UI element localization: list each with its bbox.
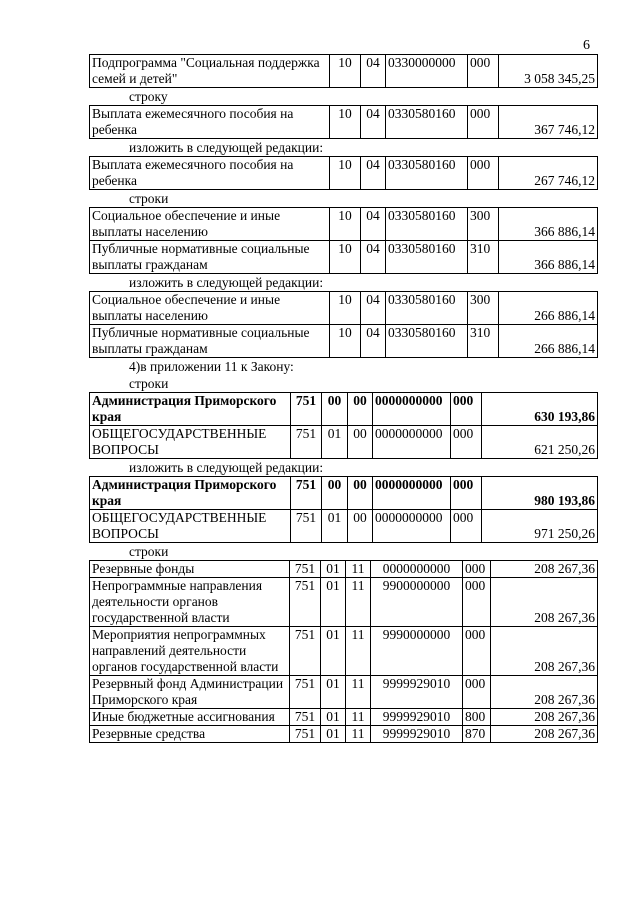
table-row	[90, 393, 598, 426]
table-row	[90, 726, 598, 743]
instruction-text: строки	[129, 544, 169, 559]
code-cell: 9999929010	[371, 726, 463, 743]
code-cell: 000	[463, 627, 491, 676]
code-cell: 01	[321, 578, 346, 627]
code-cell: 0000000000	[373, 477, 451, 510]
code-cell: 0000000000	[373, 393, 451, 426]
table-row	[90, 55, 598, 88]
row-name-cell: Резервные средства	[90, 726, 290, 743]
code-cell: 04	[361, 106, 386, 139]
code-cell: 10	[330, 292, 361, 325]
code-cell: 000	[468, 55, 499, 88]
row-name-cell: Публичные нормативные социальные выплаты гражданам	[90, 241, 330, 274]
code-cell: 0000000000	[371, 561, 463, 578]
amount-cell: 366 886,14	[499, 241, 598, 274]
code-cell: 800	[463, 709, 491, 726]
code-cell: 000	[451, 510, 482, 543]
code-cell: 11	[346, 676, 371, 709]
row-name-cell: Иные бюджетные ассигнования	[90, 709, 290, 726]
row-name-cell: Выплата ежемесячного пособия на ребенка	[90, 157, 330, 190]
code-cell: 0330580160	[386, 241, 468, 274]
code-cell: 01	[321, 709, 346, 726]
code-cell: 751	[290, 627, 321, 676]
code-cell: 04	[361, 208, 386, 241]
row-name-cell: Публичные нормативные социальные выплаты гражданам	[90, 325, 330, 358]
code-cell: 9999929010	[371, 676, 463, 709]
table-row	[90, 292, 598, 325]
code-cell: 751	[290, 578, 321, 627]
table-row	[90, 208, 598, 241]
code-cell: 04	[361, 325, 386, 358]
budget-table	[89, 560, 598, 743]
table-row	[90, 510, 598, 543]
amount-cell: 3 058 345,25	[499, 55, 598, 88]
code-cell: 10	[330, 241, 361, 274]
table-row	[90, 426, 598, 459]
code-cell: 04	[361, 157, 386, 190]
code-cell: 10	[330, 106, 361, 139]
code-cell: 0000000000	[373, 426, 451, 459]
code-cell: 00	[348, 510, 373, 543]
code-cell: 01	[321, 561, 346, 578]
table-row	[90, 241, 598, 274]
code-cell: 00	[322, 477, 348, 510]
budget-table	[89, 392, 598, 459]
code-cell: 9900000000	[371, 578, 463, 627]
code-cell: 751	[291, 510, 322, 543]
code-cell: 751	[290, 561, 321, 578]
code-cell: 01	[321, 627, 346, 676]
table-row	[90, 106, 598, 139]
budget-table	[89, 156, 598, 190]
code-cell: 000	[451, 393, 482, 426]
amount-cell: 980 193,86	[482, 477, 598, 510]
instruction-text: изложить в следующей редакции:	[129, 140, 324, 155]
code-cell: 01	[321, 676, 346, 709]
code-cell: 000	[463, 561, 491, 578]
amount-cell: 208 267,36	[491, 627, 598, 676]
budget-table	[89, 476, 598, 543]
row-name-cell: Выплата ежемесячного пособия на ребенка	[90, 106, 330, 139]
code-cell: 10	[330, 325, 361, 358]
code-cell: 751	[290, 726, 321, 743]
instruction-text: 4)в приложении 11 к Закону:	[129, 359, 294, 374]
table-row	[90, 477, 598, 510]
budget-table	[89, 105, 598, 139]
row-name-cell: ОБЩЕГОСУДАРСТВЕННЫЕ ВОПРОСЫ	[90, 510, 291, 543]
code-cell: 11	[346, 726, 371, 743]
document-body	[89, 54, 597, 743]
amount-cell: 621 250,26	[482, 426, 598, 459]
amount-cell: 630 193,86	[482, 393, 598, 426]
code-cell: 00	[322, 393, 348, 426]
code-cell: 01	[321, 726, 346, 743]
table-row	[90, 578, 598, 627]
row-name-cell: ОБЩЕГОСУДАРСТВЕННЫЕ ВОПРОСЫ	[90, 426, 291, 459]
table-row	[90, 627, 598, 676]
code-cell: 0330580160	[386, 292, 468, 325]
code-cell: 11	[346, 709, 371, 726]
code-cell: 310	[468, 325, 499, 358]
code-cell: 04	[361, 292, 386, 325]
budget-table	[89, 207, 598, 274]
code-cell: 10	[330, 157, 361, 190]
code-cell: 751	[291, 426, 322, 459]
code-cell: 00	[348, 426, 373, 459]
code-cell: 000	[468, 157, 499, 190]
instruction-text: изложить в следующей редакции:	[129, 275, 324, 290]
code-cell: 000	[451, 477, 482, 510]
code-cell: 0330580160	[386, 157, 468, 190]
table-row	[90, 561, 598, 578]
amount-cell: 208 267,36	[491, 726, 598, 743]
code-cell: 310	[468, 241, 499, 274]
amount-cell: 208 267,36	[491, 561, 598, 578]
code-cell: 000	[468, 106, 499, 139]
code-cell: 00	[348, 393, 373, 426]
amount-cell: 266 886,14	[499, 292, 598, 325]
code-cell: 870	[463, 726, 491, 743]
table-row	[90, 709, 598, 726]
row-name-cell: Непрограммные направления деятельности органов государственной власти	[90, 578, 290, 627]
row-name-cell: Резервные фонды	[90, 561, 290, 578]
amount-cell: 208 267,36	[491, 578, 598, 627]
amount-cell: 208 267,36	[491, 709, 598, 726]
code-cell: 000	[463, 676, 491, 709]
instruction-text: строки	[129, 376, 169, 391]
code-cell: 10	[330, 208, 361, 241]
code-cell: 300	[468, 292, 499, 325]
code-cell: 04	[361, 241, 386, 274]
amount-cell: 208 267,36	[491, 676, 598, 709]
code-cell: 000	[451, 426, 482, 459]
instruction-text: строки	[129, 191, 169, 206]
amount-cell: 971 250,26	[482, 510, 598, 543]
code-cell: 11	[346, 578, 371, 627]
amount-cell: 367 746,12	[499, 106, 598, 139]
budget-table	[89, 291, 598, 358]
amount-cell: 266 886,14	[499, 325, 598, 358]
code-cell: 9999929010	[371, 709, 463, 726]
instruction-text: строку	[129, 89, 168, 104]
amount-cell: 267 746,12	[499, 157, 598, 190]
code-cell: 00	[348, 477, 373, 510]
row-name-cell: Администрация Приморского края	[90, 477, 291, 510]
code-cell: 000	[463, 578, 491, 627]
code-cell: 0330000000	[386, 55, 468, 88]
code-cell: 300	[468, 208, 499, 241]
code-cell: 751	[290, 676, 321, 709]
amount-cell: 366 886,14	[499, 208, 598, 241]
code-cell: 11	[346, 561, 371, 578]
row-name-cell: Резервный фонд Администрации Приморского края	[90, 676, 290, 709]
code-cell: 751	[291, 477, 322, 510]
row-name-cell: Социальное обеспечение и иные выплаты населению	[90, 292, 330, 325]
code-cell: 751	[291, 393, 322, 426]
row-name-cell: Администрация Приморского края	[90, 393, 291, 426]
code-cell: 0330580160	[386, 106, 468, 139]
code-cell: 11	[346, 627, 371, 676]
code-cell: 04	[361, 55, 386, 88]
row-name-cell: Социальное обеспечение и иные выплаты населению	[90, 208, 330, 241]
table-row	[90, 157, 598, 190]
budget-table	[89, 54, 598, 88]
code-cell: 0330580160	[386, 208, 468, 241]
code-cell: 0330580160	[386, 325, 468, 358]
row-name-cell: Мероприятия непрограммных направлений деятельности органов государственной власти	[90, 627, 290, 676]
code-cell: 01	[322, 510, 348, 543]
code-cell: 751	[290, 709, 321, 726]
code-cell: 10	[330, 55, 361, 88]
table-row	[90, 325, 598, 358]
table-row	[90, 676, 598, 709]
code-cell: 0000000000	[373, 510, 451, 543]
code-cell: 9990000000	[371, 627, 463, 676]
code-cell: 01	[322, 426, 348, 459]
instruction-text: изложить в следующей редакции:	[129, 460, 324, 475]
page-number: 6	[583, 38, 590, 53]
row-name-cell: Подпрограмма "Социальная поддержка семей и детей"	[90, 55, 330, 88]
